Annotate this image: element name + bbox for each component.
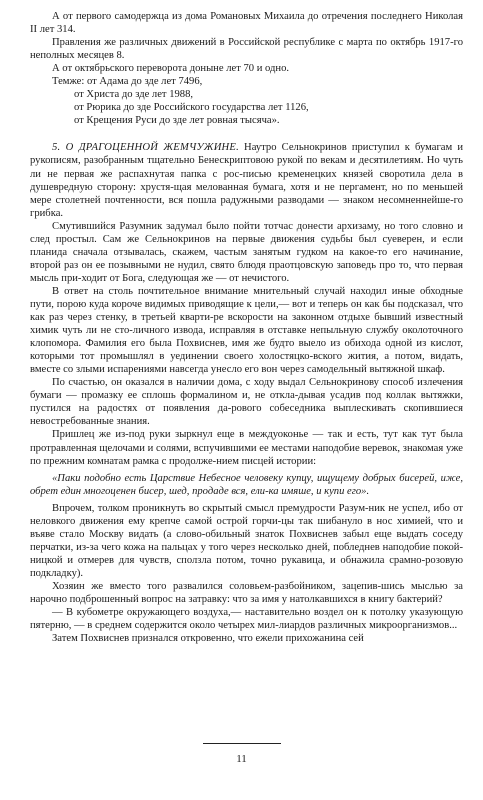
paragraph: Смутившийся Разумник задумал было пойти тотчас донести архизаму, но того словно и след простыл. Сам же Сельнокринов на первые движения судьбы был суеверен, и если планида сначала отзывалась, скажем, частым занятым гудком на какое-то его начинание, второй раз он ее позывными не нудил, свято блюдя праотцовскую заповедь про то, что первая мысль при-ходит от Бога, следующая же — от нечистого. — [30, 220, 463, 284]
paragraph: Хозяин же вместо того развалился соловьем-разбойником, зацепив-шись мыслью за нарочно подброшенный вопрос на затравку: что за имя у натолкавшихся в книгу бактерий? — [30, 580, 463, 606]
section-paragraph — [30, 141, 463, 219]
paragraph: Пришлец же из-под руки зыркнул еще в междуоконье — так и есть, тут как тут была протравленная щелочами и солями, вспучившими ее местами наподобие веревок, знакомая уже по прежним комнатам рамка с продолже-нием писцей истории: — [30, 429, 463, 467]
footer-rule — [203, 743, 281, 744]
paragraph: Впрочем, толком проникнуть во скрытый смысл премудрости Разум-ник не успел, ибо от неловкого движения ему крепче самой острой горчи-цы так шибануло в нос химией, что и въяве стало Москву видать (а слово-обильный знаток Похвиснев забыл еще выдать соседу перчатки, из-за чего кожа на пальцах у того через несколько дней, побледнев наподобие покой-ницкой и отмерев для чувств, сползла потом, точно рукавица, и обнажила срамно-розовую подкладку). — [30, 502, 463, 579]
section-heading: 5. О ДРАГОЦЕННОЙ ЖЕМЧУЖИНЕ. — [52, 142, 239, 154]
paragraph: В ответ на столь почтительное внимание мнительный случай находил иные обходные пути, порою куда короче видимых приводящие к цели,— вот и теперь он как бы подсказал, что как раз через стенку, в третьей кварти-ре вскорости на законном отдыхе бывший известный химик чуть ли не сто-личного извода, исправляя в отставке непыльную службу околоточного клопомора. Фамилия его была Похвиснев, имя же будто выело из обихода одной из кислот, которыми тот промышлял в уединении своего холостяцко-вского жития, а потом, видать, вместе со злыми испарениями навсегда унесло его вон через самодельный вытяжной шкаф. — [30, 285, 463, 376]
chronology-line: от Крещения Руси до зде лет ровная тысяча». — [74, 115, 280, 127]
scripture-quote: «Паки подобно есть Царствие Небесное человеку купцу, ищущему добрых бисерей, иже, обрет един многоценен бисер, шед, продаде вся, ели-ка имяше, и купи его». — [30, 472, 463, 497]
chronology-line: А от октябрьского переворота доныне лет 70 и одно. — [52, 63, 290, 75]
section-text: Наутро Сельнокринов приступил к бумагам и рукописям, разобранным тщательно Бенескриптовою рукой по векам и десятилетиям. Но чуть ли не первая же распахнутая папка с рос-писью кременецких князей своротила дела в душевредную сторону: хрустя-щая мелованная бумага, хотя и не пергамент, но по меньшей мере столетней почтенности, вся пошла радужными разводами — знаком несомненнейше-го грибка. — [30, 142, 463, 219]
paragraph: Правления же различных движений в Российской республике с марта по октябрь 1917-го неполных месяцев 8. — [30, 37, 463, 62]
paragraph: Затем Похвиснев признался откровенно, что ежели прихожанина сей — [52, 633, 364, 645]
page-footer — [0, 743, 483, 766]
chronology-line: от Христа до зде лет 1988, — [74, 89, 194, 101]
dialogue-paragraph: — В кубометре окружающего воздуха,— наставительно воздел он к потолку указующую пятерню, — в среднем содержится около четырех мил-лиардов различных микроорганизмов... — [30, 607, 463, 632]
paragraph: А от первого самодержца из дома Романовых Михаила до отречения последнего Николая II лет 314. — [30, 11, 463, 36]
paragraph: По счастью, он оказался в наличии дома, с ходу выдал Сельнокринову способ излечения бумаги — промазку ее сплошь формалином и, не откла-дывая усадив под коллак вытяжки, пустился на радостях от появления да-рового собеседника выплескивать скопившиеся невостребованные знания. — [30, 377, 463, 428]
chronology-line: от Рюрика до зде Российского государства лет 1126, — [74, 102, 309, 114]
chronology-line: Темже: от Адама до зде лет 7496, — [52, 76, 203, 88]
page-number: 11 — [236, 753, 247, 765]
